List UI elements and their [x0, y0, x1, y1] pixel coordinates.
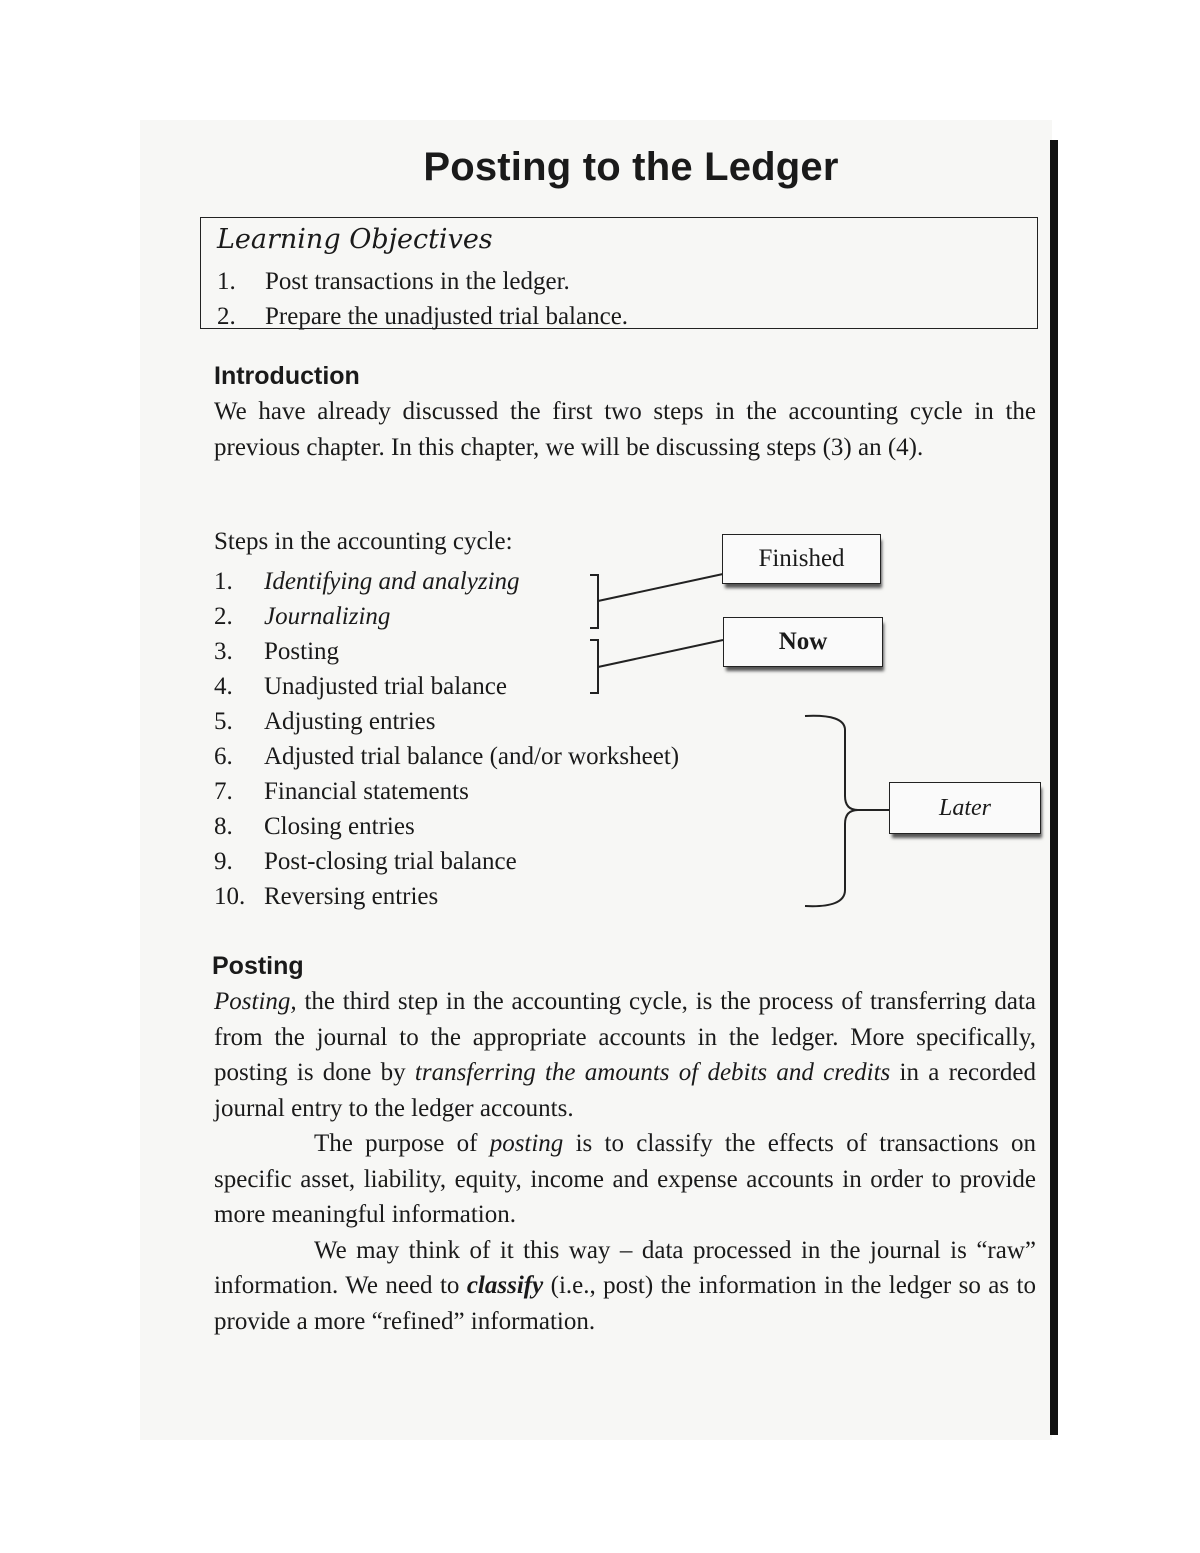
step-number: 5.: [214, 708, 233, 735]
objectives-heading: Learning Objectives: [217, 224, 493, 255]
posting-paragraph-3: [214, 1233, 1036, 1340]
bracket-now: [590, 640, 598, 693]
posting-p2-text-end: is to classify the effects of transactions on specific asset, liability, equity, income and expense accounts in order to provide more meaningful information.: [214, 1130, 1036, 1228]
posting-p3-text: We may think of it this way – data processed in the journal is “raw” information. We need to: [214, 1236, 1036, 1299]
bracket-finished: [590, 575, 598, 628]
step-number: 8.: [214, 813, 233, 840]
posting-p1-emphasis: transferring the amounts of debits and credits: [414, 1059, 891, 1086]
step-text: Financial statements: [264, 778, 469, 805]
connector-now: [598, 640, 723, 667]
step-number: 10.: [214, 883, 246, 910]
connector-finished: [598, 574, 723, 601]
introduction-paragraph: We have already discussed the first two steps in the accounting cycle in the previous chapter. In this chapter, we will be discussing steps (3) an (4).: [214, 398, 1036, 461]
posting-term: Posting,: [214, 988, 297, 1015]
objective-number: 2.: [217, 303, 236, 330]
posting-heading: Posting: [212, 952, 304, 980]
posting-p3-text-end: (i.e., post) the information in the ledger so as to provide a more “refined” information.: [214, 1272, 1036, 1335]
step-text: Identifying and analyzing: [264, 568, 520, 595]
step-text: Post-closing trial balance: [264, 848, 517, 875]
posting-paragraph-2: [214, 1126, 1036, 1233]
step-text: Closing entries: [264, 813, 415, 840]
step-number: 2.: [214, 603, 233, 630]
step-text: Reversing entries: [264, 883, 439, 910]
page-title: Posting to the Ledger: [423, 145, 839, 189]
finished-label-box: Finished: [722, 534, 881, 584]
posting-p3-emphasis: classify: [466, 1272, 544, 1299]
now-label-box: Now: [723, 617, 883, 667]
step-number: 7.: [214, 778, 233, 805]
posting-p1-text-end: in a recorded journal entry to the ledger accounts.: [214, 1059, 1037, 1122]
posting-p2-emphasis: posting: [489, 1130, 564, 1157]
step-number: 3.: [214, 638, 233, 665]
step-number: 9.: [214, 848, 233, 875]
step-text: Unadjusted trial balance: [264, 673, 507, 700]
posting-body: [214, 984, 1036, 1339]
objective-number: 1.: [217, 268, 236, 295]
step-text: Adjusted trial balance (and/or worksheet): [264, 743, 680, 770]
step-text: Posting: [264, 638, 340, 665]
posting-p2-text: The purpose of: [314, 1130, 490, 1157]
step-number: 4.: [214, 673, 233, 700]
objective-text: Prepare the unadjusted trial balance.: [265, 303, 629, 330]
step-text: Adjusting entries: [264, 708, 436, 735]
steps-intro: Steps in the accounting cycle:: [214, 528, 513, 555]
introduction-heading: Introduction: [214, 362, 360, 390]
later-label-box: Later: [889, 782, 1041, 834]
step-number: 1.: [214, 568, 233, 595]
posting-p1-text: the third step in the accounting cycle, is the process of transferring data from the journal to the appropriate accounts in the ledger. More specifically, posting is done by: [214, 988, 1036, 1086]
brace-later: [805, 716, 858, 906]
step-number: 6.: [214, 743, 233, 770]
posting-paragraph-1: [214, 984, 1036, 1126]
step-text: Journalizing: [264, 603, 391, 630]
objective-text: Post transactions in the ledger.: [265, 268, 570, 295]
